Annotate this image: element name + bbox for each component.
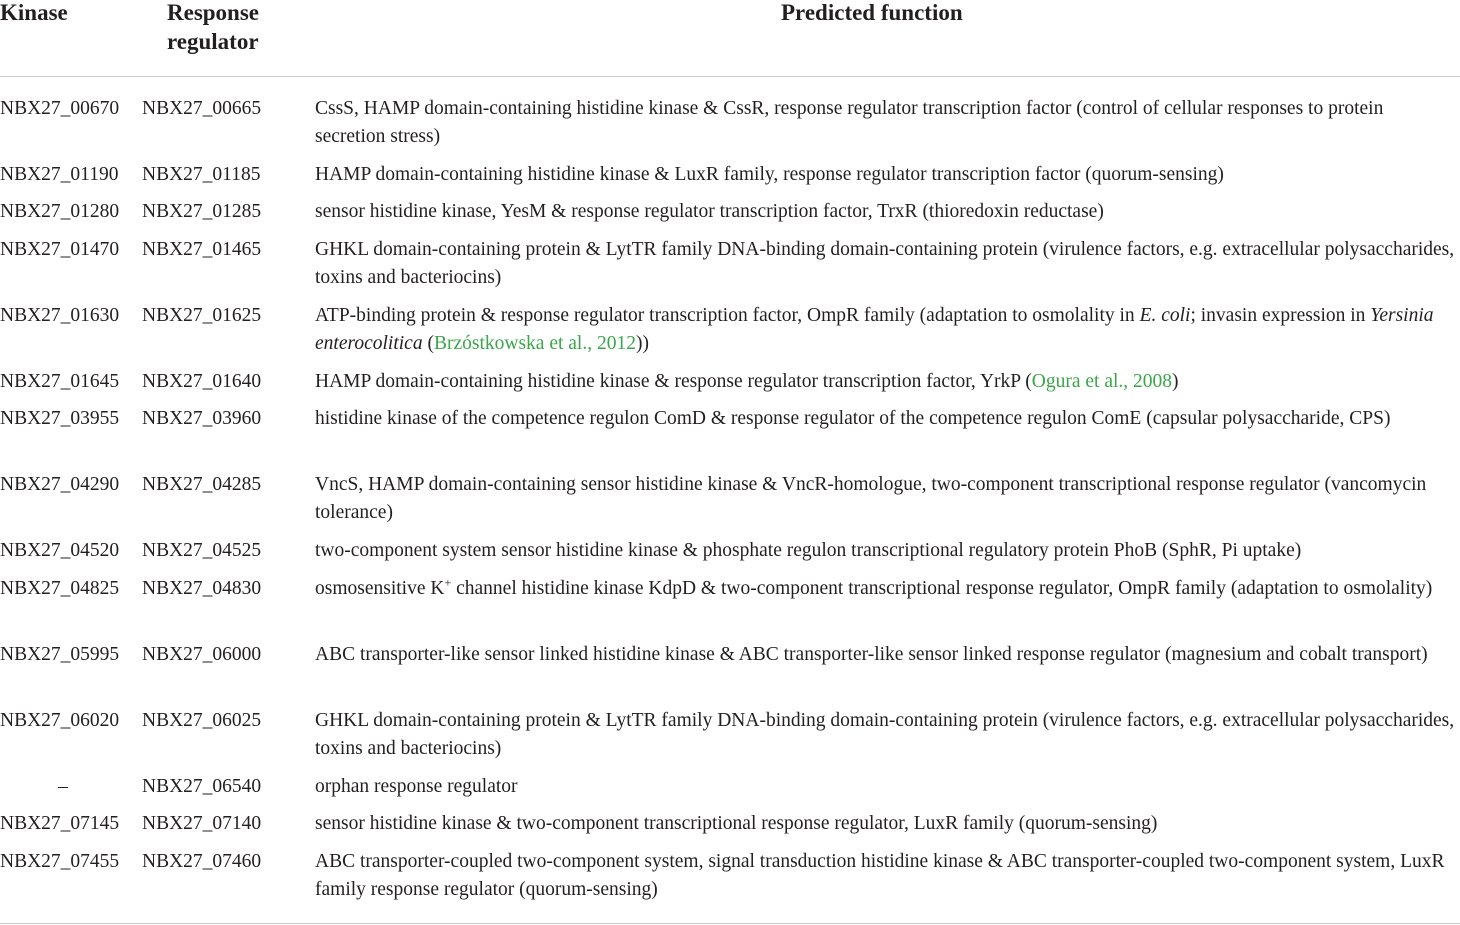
function-cell	[315, 575, 1455, 603]
regulator-cell: NBX27_06540	[142, 776, 262, 797]
function-cell: orphan response regulator	[315, 776, 518, 797]
regulator-cell: NBX27_04285	[142, 474, 262, 495]
regulator-cell: NBX27_01185	[142, 164, 261, 185]
regulator-cell: NBX27_01625	[142, 305, 262, 326]
kinase-cell-empty: –	[58, 776, 68, 797]
function-cell: VncS, HAMP domain-containing sensor histidine kinase & VncR-homologue, two-component transcriptional response regulator (vancomycin tolerance)	[315, 474, 1427, 523]
function-cell: CssS, HAMP domain-containing histidine kinase & CssR, response regulator transcription factor (control of cellular responses to protein secretion stress)	[315, 98, 1384, 147]
regulator-cell: NBX27_00665	[142, 98, 262, 119]
kinase-cell: NBX27_06020	[0, 710, 120, 731]
function-text: ; invasin expression in	[1190, 305, 1371, 326]
kinase-cell: NBX27_01645	[0, 371, 120, 392]
kinase-cell: NBX27_01470	[0, 239, 120, 260]
kinase-cell: NBX27_05995	[0, 644, 120, 665]
kinase-cell: NBX27_04290	[0, 474, 120, 495]
function-text: HAMP domain-containing histidine kinase & response regulator transcription factor, YrkP (	[315, 371, 1032, 392]
regulator-cell: NBX27_06000	[142, 644, 262, 665]
function-cell: ABC transporter-coupled two-component system, signal transduction histidine kinase & ABC transporter-coupled two-component system, LuxR family response regulator (quorum-sensing)	[315, 851, 1445, 900]
function-text: ATP-binding protein & response regulator transcription factor, OmpR family (adaptation to osmolality in	[315, 305, 1140, 326]
kinase-cell: NBX27_04825	[0, 578, 120, 599]
kinase-cell: NBX27_00670	[0, 98, 120, 119]
kinase-cell: NBX27_01190	[0, 164, 119, 185]
kinase-cell: NBX27_01280	[0, 201, 120, 222]
regulator-cell: NBX27_07140	[142, 813, 262, 834]
function-cell: GHKL domain-containing protein & LytTR family DNA-binding domain-containing protein (virulence factors, e.g. extracellular polysaccharides, toxins and bacteriocins)	[315, 239, 1455, 288]
function-text: )	[1172, 371, 1179, 392]
species-name: E. coli	[1139, 305, 1191, 326]
superscript-plus: +	[444, 575, 452, 590]
kinase-cell: NBX27_07145	[0, 813, 120, 834]
species-name: Yersinia enterocolitica	[315, 305, 1434, 354]
regulator-cell: NBX27_07460	[142, 851, 262, 872]
function-text: (	[422, 333, 434, 354]
footer-rule	[0, 923, 1460, 924]
function-cell: HAMP domain-containing histidine kinase & LuxR family, response regulator transcription factor (quorum-sensing)	[315, 164, 1224, 185]
regulator-cell: NBX27_03960	[142, 408, 262, 429]
function-cell: GHKL domain-containing protein & LytTR family DNA-binding domain-containing protein (virulence factors, e.g. extracellular polysaccharides, toxins and bacteriocins)	[315, 710, 1455, 759]
function-text: ))	[635, 333, 649, 354]
regulator-cell: NBX27_04830	[142, 578, 262, 599]
regulator-cell: NBX27_04525	[142, 540, 262, 561]
regulator-cell: NBX27_01640	[142, 371, 262, 392]
reference-link[interactable]: Brzóstkowska et al., 2012	[433, 333, 636, 354]
regulator-cell: NBX27_01285	[142, 201, 262, 222]
function-cell: histidine kinase of the competence regulon ComD & response regulator of the competence regulon ComE (capsular polysaccharide, CPS)	[315, 408, 1391, 429]
header-rule	[0, 76, 1460, 77]
reference-link[interactable]: Ogura et al., 2008	[1031, 371, 1173, 392]
function-text: osmosensitive K	[315, 578, 445, 599]
column-header-predicted-function: Predicted function	[781, 0, 963, 25]
kinase-cell: NBX27_03955	[0, 408, 120, 429]
column-header-response-regulator: Response regulator	[167, 0, 260, 54]
function-cell: sensor histidine kinase & two-component transcriptional response regulator, LuxR family (quorum-sensing)	[315, 813, 1158, 834]
kinase-cell: NBX27_01630	[0, 305, 120, 326]
function-cell	[315, 368, 1455, 396]
regulator-cell: NBX27_01465	[142, 239, 262, 260]
column-header-kinase: Kinase	[0, 0, 68, 25]
kinase-cell: NBX27_07455	[0, 851, 120, 872]
function-cell: sensor histidine kinase, YesM & response regulator transcription factor, TrxR (thioredoxin reductase)	[315, 201, 1104, 222]
regulator-cell: NBX27_06025	[142, 710, 262, 731]
function-cell: ABC transporter-like sensor linked histidine kinase & ABC transporter-like sensor linked response regulator (magnesium and cobalt transport)	[315, 644, 1428, 665]
function-text: channel histidine kinase KdpD & two-component transcriptional response regulator, OmpR family (adaptation to osmolality)	[451, 578, 1433, 599]
function-cell	[315, 302, 1455, 358]
kinase-cell: NBX27_04520	[0, 540, 120, 561]
function-cell: two-component system sensor histidine kinase & phosphate regulon transcriptional regulatory protein PhoB (SphR, Pi uptake)	[315, 540, 1302, 561]
